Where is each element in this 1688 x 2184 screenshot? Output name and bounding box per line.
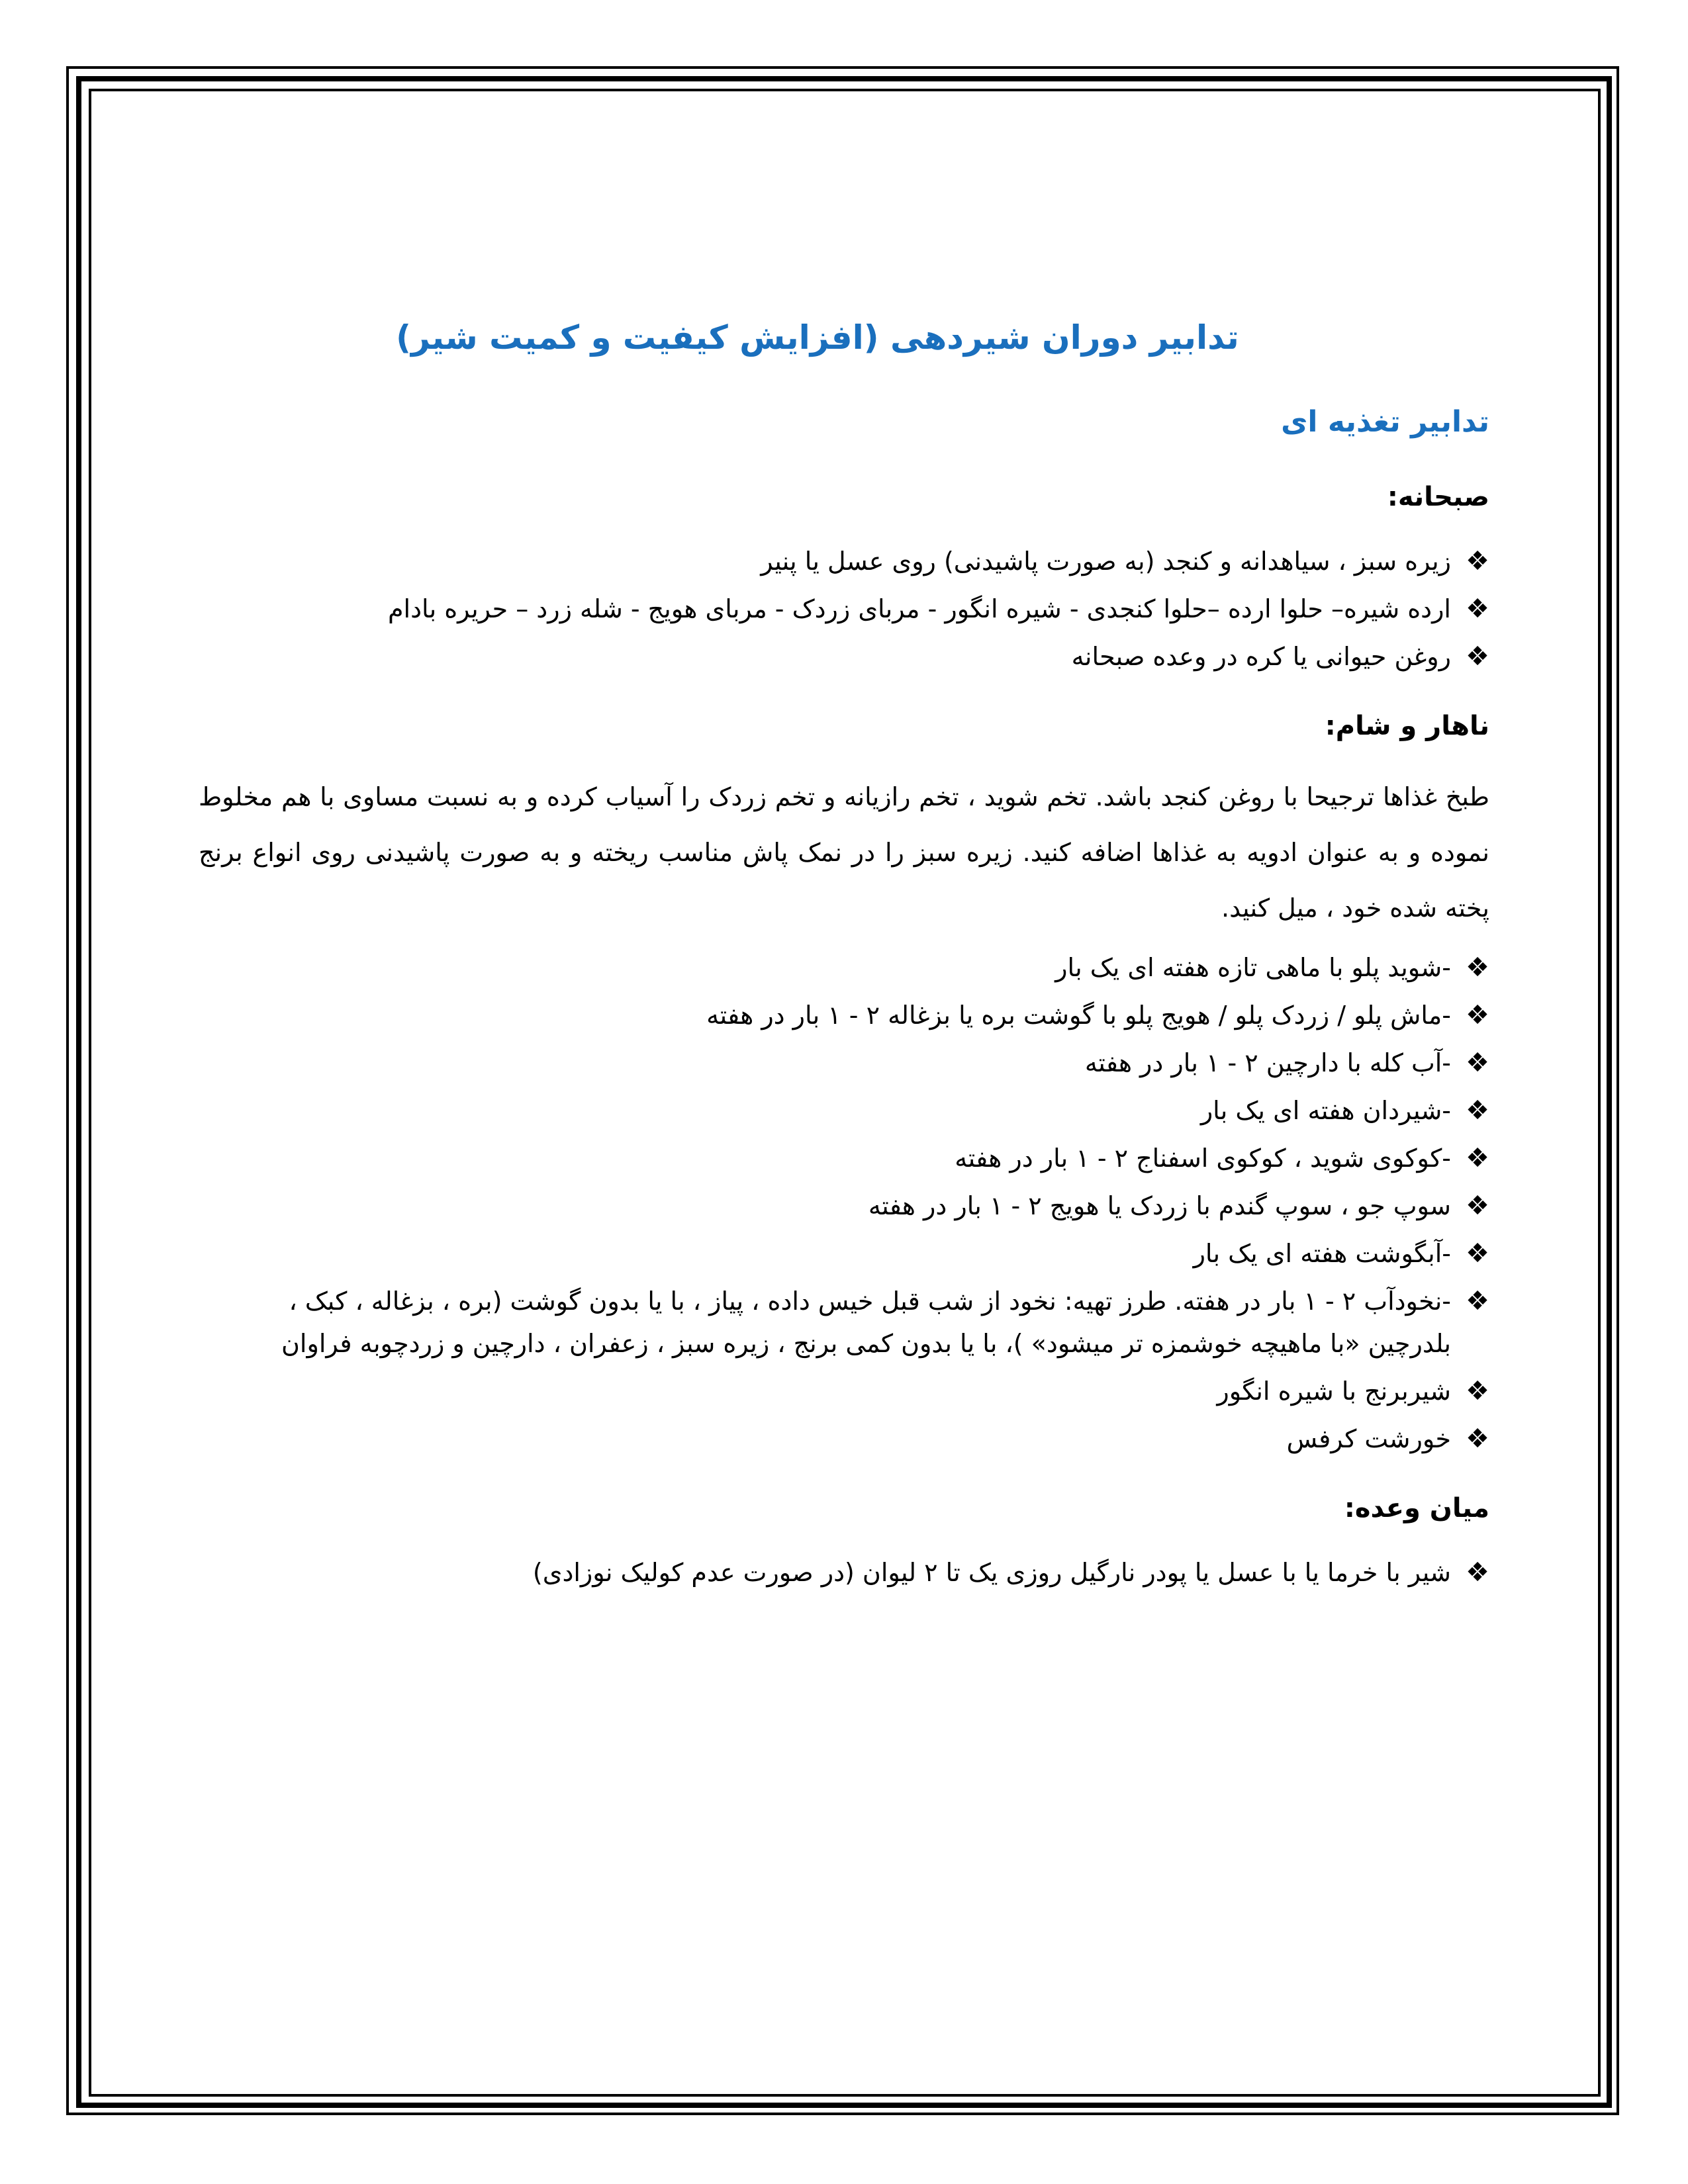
diamond-bullet-icon: ❖ <box>1466 641 1489 672</box>
diamond-bullet-icon: ❖ <box>1466 1000 1489 1030</box>
list-item <box>199 1370 1489 1412</box>
list-item-text: -آبگوشت هفته ای یک بار <box>1193 1239 1451 1268</box>
list-item-text: -شیردان هفته ای یک بار <box>1200 1096 1451 1125</box>
diamond-bullet-icon: ❖ <box>1466 1048 1489 1078</box>
list-item-text: شیر با خرما یا با عسل یا پودر نارگیل روزی یک تا ۲ لیوان (در صورت عدم کولیک نوزادی) <box>532 1558 1451 1587</box>
lunch-dinner-heading: ناهار و شام: <box>1325 711 1489 741</box>
diamond-bullet-icon: ❖ <box>1466 594 1489 624</box>
list-item <box>199 1232 1489 1275</box>
list-item-text: -شوید پلو با ماهی تازه هفته ای یک بار <box>1055 953 1451 982</box>
list-item <box>199 946 1489 989</box>
lunch-dinner-list <box>199 946 1489 1460</box>
diamond-bullet-icon: ❖ <box>1466 1286 1489 1316</box>
list-item <box>199 1551 1489 1594</box>
list-item-text: -نخودآب ۲ - ۱ بار در هفته. طرز تهیه: نخود از شب قبل خیس داده ، پیاز ، با یا بدون گوشت (بره ، بزغاله ، کبک ، بلدرچین «با ماهیچه خوشمزه تر میشود» )، با یا بدون کمی برنج ، زیره سبز ، زعفران ، دارچین و زردچوبه فراوان <box>281 1287 1451 1358</box>
diamond-bullet-icon: ❖ <box>1466 1238 1489 1269</box>
diamond-bullet-icon: ❖ <box>1466 1143 1489 1173</box>
list-item <box>199 1418 1489 1460</box>
list-item-text: روغن حیوانی یا کره در وعده صبحانه <box>1071 642 1451 671</box>
list-item <box>199 1280 1489 1365</box>
list-item-text: -کوکوی شوید ، کوکوی اسفناج ۲ - ۱ بار در هفته <box>955 1144 1451 1173</box>
breakfast-heading: صبحانه: <box>1387 482 1489 512</box>
list-item <box>199 1089 1489 1132</box>
section-subtitle: تدابیر تغذیه ای <box>1281 405 1489 439</box>
list-item-text: -آب کله با دارچین ۲ - ۱ بار در هفته <box>1084 1048 1451 1077</box>
list-item-text: زیره سبز ، سیاهدانه و کنجد (به صورت پاشیدنی) روی عسل یا پنیر <box>761 547 1451 576</box>
snack-list <box>199 1551 1489 1594</box>
breakfast-list <box>199 540 1489 678</box>
document-title: تدابیر دوران شیردهی (افزایش کیفیت و کمیت شیر) <box>396 318 1239 357</box>
snack-heading: میان وعده: <box>1344 1493 1489 1524</box>
list-item-text: خورشت کرفس <box>1286 1424 1451 1453</box>
list-item <box>199 635 1489 678</box>
diamond-bullet-icon: ❖ <box>1466 952 1489 983</box>
document-body <box>199 304 1489 1594</box>
diamond-bullet-icon: ❖ <box>1466 1095 1489 1126</box>
list-item-text: ارده شیره– حلوا ارده –حلوا کنجدی - شیره انگور - مربای زردک - مربای هویج - شله زرد – حریره بادام <box>387 594 1451 623</box>
diamond-bullet-icon: ❖ <box>1466 1376 1489 1406</box>
diamond-bullet-icon: ❖ <box>1466 1191 1489 1221</box>
list-item <box>199 588 1489 630</box>
diamond-bullet-icon: ❖ <box>1466 1557 1489 1588</box>
diamond-bullet-icon: ❖ <box>1466 546 1489 576</box>
list-item <box>199 1042 1489 1084</box>
list-item-text: سوپ جو ، سوپ گندم با زردک یا هویج ۲ - ۱ بار در هفته <box>868 1191 1451 1220</box>
list-item <box>199 1185 1489 1227</box>
diamond-bullet-icon: ❖ <box>1466 1424 1489 1454</box>
list-item <box>199 994 1489 1036</box>
list-item <box>199 540 1489 582</box>
list-item <box>199 1137 1489 1179</box>
list-item-text: شیربرنج با شیره انگور <box>1217 1377 1451 1406</box>
list-item-text: -ماش پلو / زردک پلو / هویج پلو با گوشت بره یا بزغاله ۲ - ۱ بار در هفته <box>706 1001 1451 1030</box>
lunch-dinner-paragraph: طبخ غذاها ترجیحا با روغن کنجد باشد. تخم شوید ، تخم رازیانه و تخم زردک را آسیاب کرده و به نسبت مساوی با هم مخلوط نموده و به عنوان ادویه به غذاها اضافه کنید. زیره سبز را در نمک پاش مناسب ریخته و به صورت پاشیدنی روی انواع برنج پخته شده خود ، میل کنید. <box>199 782 1489 923</box>
